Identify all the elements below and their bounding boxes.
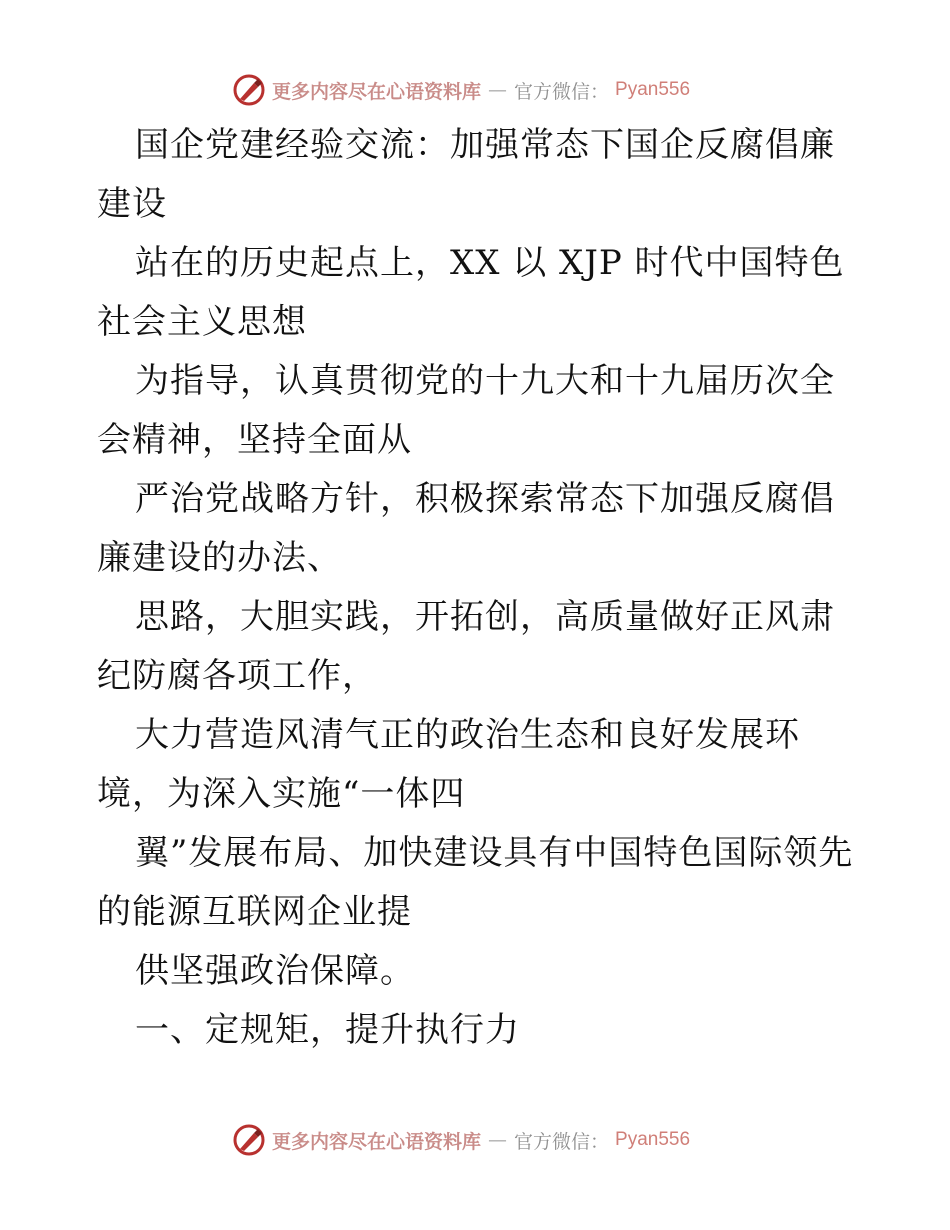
pen-logo-icon — [232, 1123, 266, 1157]
footer-banner — [232, 1120, 690, 1160]
header-wechat-label: 官方微信： — [514, 80, 610, 103]
paragraph: 站在的历史起点上，XX 以 XJP 时代中国特色社会主义思想 — [97, 243, 845, 342]
footer-site-text: 更多内容尽在心语资料库 — [272, 1130, 482, 1153]
paragraph-title: 国企党建经验交流：加强常态下国企反腐倡廉建设 — [97, 125, 835, 224]
footer-wechat-id: Pyan556 — [615, 1129, 691, 1150]
paragraph: 思路，大胆实践，开拓创，高质量做好正风肃纪防腐各项工作， — [97, 597, 835, 696]
header-site-text: 更多内容尽在心语资料库 — [272, 80, 482, 103]
footer-separator: — — [488, 1129, 508, 1151]
section-heading: 一、定规矩，提升执行力 — [135, 1010, 520, 1050]
paragraph: 为指导，认真贯彻党的十九大和十九届历次全会精神，坚持全面从 — [97, 361, 835, 460]
header-separator: — — [488, 79, 508, 101]
document-body — [97, 116, 857, 1060]
paragraph: 严治党战略方针，积极探索常态下加强反腐倡廉建设的办法、 — [97, 479, 835, 578]
footer-wechat-label: 官方微信： — [514, 1130, 610, 1153]
paragraph: 供坚强政治保障。 — [135, 951, 415, 991]
paragraph: 翼”发展布局、加快建设具有中国特色国际领先的能源互联网企业提 — [97, 833, 854, 932]
paragraph: 大力营造风清气正的政治生态和良好发展环境，为深入实施“一体四 — [97, 715, 800, 814]
header-wechat-id: Pyan556 — [615, 79, 691, 100]
pen-logo-icon — [232, 73, 266, 107]
header-banner — [232, 70, 690, 110]
